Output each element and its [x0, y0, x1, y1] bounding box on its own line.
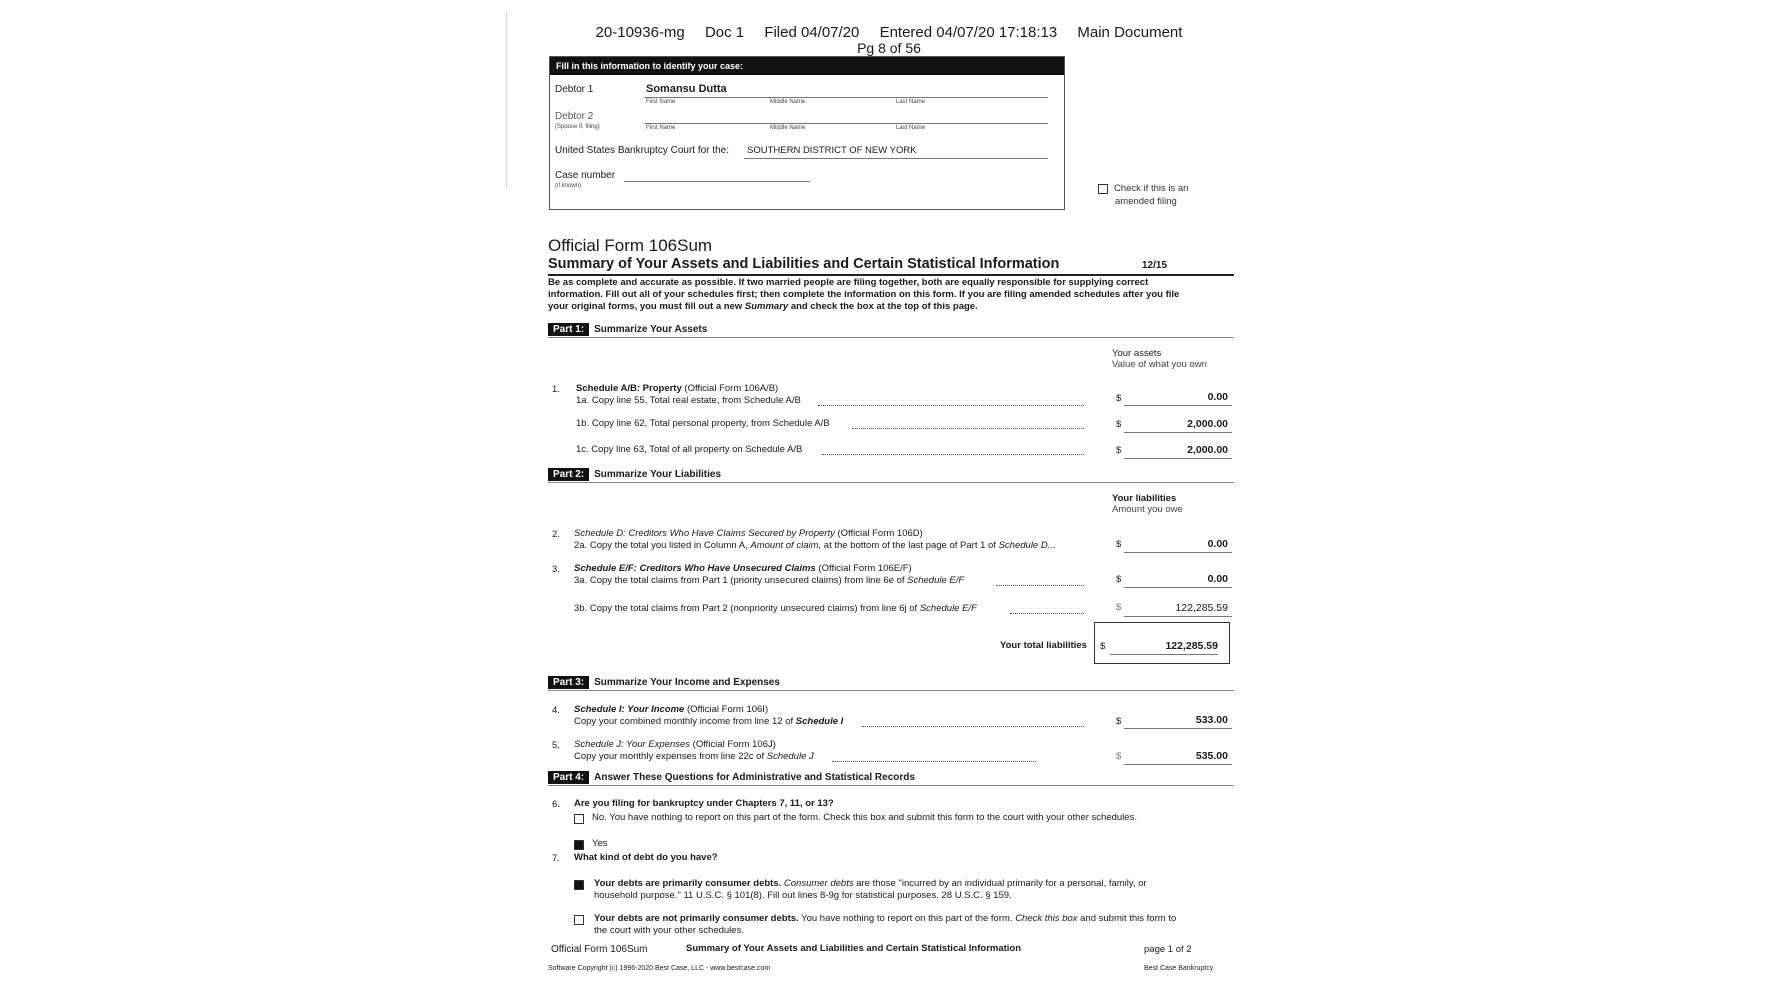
liabilities-column-header	[1112, 493, 1183, 515]
amount-5: 535.00	[1195, 750, 1228, 762]
part1-header	[548, 323, 1234, 338]
amount-1b: 2,000.00	[1187, 418, 1228, 430]
item1-heading	[576, 383, 778, 395]
amended-label-line2: amended filing	[1115, 196, 1177, 207]
part2-title: Summarize Your Liabilities	[594, 469, 722, 480]
amount-1c: 2,000.00	[1187, 444, 1228, 456]
id-box-title: Fill in this information to identify your case:	[550, 57, 1064, 75]
case-number-label: Case number	[555, 170, 616, 181]
dollar-2a: $	[1116, 539, 1122, 550]
item3-title: Schedule E/F: Creditors Who Have Unsecured Claims	[574, 563, 816, 574]
line-2a-part-c: at the bottom of the last page of Part 1 of	[821, 540, 999, 551]
part3-tag: Part 3:	[548, 676, 589, 689]
item3-number: 3.	[552, 564, 560, 575]
debtor2-label: Debtor 2	[555, 111, 594, 122]
item2-heading	[574, 528, 923, 540]
q7-opt2-text: You have nothing to report on this part of the form.	[798, 913, 1016, 924]
part1-title: Summarize Your Assets	[594, 324, 708, 335]
case-id: 20-10936-mg	[595, 24, 685, 41]
line-2a-part-a: 2a. Copy the total you listed in Column A,	[574, 540, 751, 551]
footer-title: Summary of Your Assets and Liabilities and Certain Statistical Information	[686, 943, 1022, 954]
court-filing-header	[0, 24, 1778, 41]
item4-line	[574, 716, 843, 728]
line-2a-part-d: Schedule D...	[998, 540, 1056, 551]
part2-header	[548, 468, 1234, 483]
dollar-3b: $	[1116, 602, 1122, 613]
form-subtitle: Summary of Your Assets and Liabilities and Certain Statistical Information	[548, 256, 1060, 272]
q7-opt1-line2: household purpose." 11 U.S.C. § 101(8). Fill out lines 8-9g for statistical purposes. 28 U.S.C. § 159.	[594, 890, 1012, 901]
instructions-line3a: your original forms, you must fill out a new	[548, 301, 745, 312]
line-2a-part-b: Amount of claim,	[750, 540, 822, 551]
part4-tag: Part 4:	[548, 771, 589, 784]
dollar-5: $	[1116, 751, 1122, 762]
amount-2a: 0.00	[1207, 538, 1228, 550]
item2-form: (Official Form 106D)	[834, 528, 923, 539]
debtor1-middle-name-caption: Middle Name	[770, 99, 806, 105]
amended-label-line1: Check if this is an	[1114, 183, 1189, 194]
q7-opt2-bold: Your debts are not primarily consumer debts.	[594, 913, 799, 924]
line-3b-part-b: Schedule E/F	[919, 603, 977, 614]
part4-header	[548, 771, 1234, 786]
q7-opt1-text: are those "incurred by an individual primarily for a personal, family, or	[853, 878, 1147, 889]
item2-number: 2.	[552, 529, 560, 540]
dollar-1c: $	[1116, 445, 1122, 456]
item3-heading	[574, 563, 912, 575]
line-1a-text: 1a. Copy line 55, Total real estate, from Schedule A/B	[576, 395, 801, 406]
debtor2-last-name-caption: Last Name	[896, 125, 926, 131]
q7-opt2-text2: and submit this form to	[1077, 913, 1177, 924]
part4-title: Answer These Questions for Administrative and Statistical Records	[594, 772, 915, 783]
doc-id: Doc 1	[704, 24, 745, 41]
item4-form: (Official Form 106I)	[684, 704, 769, 715]
q6-text: Are you filing for bankruptcy under Chapters 7, 11, or 13?	[574, 798, 834, 809]
q7-opt1-italic: Consumer debts	[781, 878, 854, 889]
dollar-4: $	[1116, 716, 1122, 727]
amended-checkbox[interactable]	[1098, 184, 1108, 194]
line-3a-text	[574, 575, 964, 587]
item4-number: 4.	[552, 705, 560, 716]
amount-1a: 0.00	[1207, 391, 1228, 403]
q6-no-text: No. You have nothing to report on this part of the form. Check this box and submit this form to the court with your other schedules.	[592, 812, 1137, 823]
debtor1-last-name-caption: Last Name	[896, 99, 926, 105]
page-count: Pg 8 of 56	[857, 40, 921, 56]
item2-title: Schedule D: Creditors Who Have Claims Secured by Property	[574, 528, 835, 539]
dollar-1a: $	[1116, 393, 1122, 404]
item5-form: (Official Form 106J)	[690, 739, 776, 750]
debtor2-sub: (Spouse if, filing)	[555, 124, 600, 130]
item5-number: 5.	[552, 740, 560, 751]
dollar-total: $	[1100, 641, 1106, 652]
part3-header	[548, 676, 1234, 691]
part2-tag: Part 2:	[548, 468, 589, 481]
q7-non-consumer-checkbox[interactable]	[574, 915, 584, 925]
q7-non-consumer-option[interactable]	[574, 913, 1176, 937]
item5-line-b: Schedule J	[766, 751, 814, 762]
filed-date: Filed 04/07/20	[764, 24, 860, 41]
item5-title: Schedule J: Your Expenses	[574, 739, 691, 750]
line-1c-text: 1c. Copy line 63, Total of all property on Schedule A/B	[576, 444, 803, 455]
court-value: SOUTHERN DISTRICT OF NEW YORK	[747, 145, 917, 156]
line-3b-text	[574, 603, 977, 615]
part1-tag: Part 1:	[548, 323, 589, 336]
instructions-line3c: and check the box at the top of this page.	[788, 301, 978, 312]
debtor1-name: Somansu Dutta	[646, 83, 727, 95]
liabilities-col-head-2: Amount you owe	[1112, 504, 1183, 515]
debtor1-label: Debtor 1	[555, 84, 594, 95]
assets-column-header	[1112, 348, 1207, 370]
item5-heading	[574, 739, 776, 751]
assets-col-head-2: Value of what you own	[1112, 359, 1207, 370]
q7-consumer-checkbox[interactable]	[574, 880, 584, 890]
q7-opt1-bold: Your debts are primarily consumer debts.	[594, 878, 782, 889]
q7-number: 7.	[552, 853, 560, 864]
court-label: United States Bankruptcy Court for the:	[555, 145, 729, 156]
footer-brand: Best Case Bankruptcy	[1144, 965, 1214, 972]
debtor1-first-name-caption: First Name	[646, 99, 676, 105]
line-1b-text: 1b. Copy line 62, Total personal property, from Schedule A/B	[576, 418, 830, 429]
q7-consumer-option[interactable]	[574, 878, 1147, 902]
title-rule	[548, 274, 1234, 276]
dollar-3a: $	[1116, 574, 1122, 585]
q6-yes-checkbox[interactable]	[574, 840, 584, 850]
amended-filing-option[interactable]	[1098, 182, 1188, 208]
item4-title: Schedule I: Your Income	[574, 704, 685, 715]
amount-3a: 0.00	[1207, 573, 1228, 585]
amount-3b: 122,285.59	[1175, 602, 1228, 614]
footer-form-name: Official Form 106Sum	[551, 944, 648, 955]
assets-col-head-1: Your assets	[1112, 348, 1162, 359]
footer-page: page 1 of 2	[1144, 944, 1192, 955]
debtor2-first-name-caption: First Name	[646, 125, 676, 131]
q7-opt2-line2: the court with your other schedules.	[594, 925, 744, 936]
instructions-line1: Be as complete and accurate as possible. If two married people are filing together, both are equally responsible for supplying correct	[548, 277, 1149, 288]
instructions-summary-word: Summary	[744, 301, 789, 312]
footer-copyright: Software Copyright (c) 1996-2020 Best Case, LLC - www.bestcase.com	[548, 965, 771, 972]
q6-number: 6.	[552, 799, 560, 810]
dollar-1b: $	[1116, 419, 1122, 430]
item5-line	[574, 751, 814, 763]
item3-form: (Official Form 106E/F)	[815, 563, 912, 574]
q6-yes-text: Yes	[592, 838, 608, 849]
case-identification-box	[549, 56, 1065, 210]
liabilities-col-head-1: Your liabilities	[1112, 493, 1177, 504]
item4-heading	[574, 704, 768, 716]
part3-title: Summarize Your Income and Expenses	[594, 677, 780, 688]
line-3a-part-a: 3a. Copy the total claims from Part 1 (priority unsecured claims) from line 6e of	[574, 575, 908, 586]
debtor2-middle-name-caption: Middle Name	[770, 125, 806, 131]
q6-no-checkbox[interactable]	[574, 814, 584, 824]
total-liabilities-amount: 122,285.59	[1165, 640, 1218, 652]
item1-number: 1.	[552, 384, 560, 395]
case-number-sub: (if known)	[555, 183, 582, 189]
form-version-date: 12/15	[1142, 260, 1168, 271]
q7-opt2-italic: Check this box	[1015, 913, 1078, 924]
instructions-line2: information. Fill out all of your schedules first; then complete the information on this form. If you are filing amended schedules after you file	[548, 289, 1180, 300]
line-3a-part-b: Schedule E/F	[907, 575, 965, 586]
q6-yes-option[interactable]	[574, 838, 608, 850]
total-liabilities-label: Your total liabilities	[1000, 640, 1087, 651]
item1-title: Schedule A/B: Property	[576, 383, 682, 394]
amount-4: 533.00	[1195, 714, 1228, 726]
item4-line-a: Copy your combined monthly income from line 12 of	[574, 716, 796, 727]
item5-line-a: Copy your monthly expenses from line 22c of	[574, 751, 767, 762]
item4-line-b: Schedule I	[795, 716, 844, 727]
main-document-label: Main Document	[1077, 24, 1183, 41]
form-title: Official Form 106Sum	[548, 236, 713, 255]
entered-date: Entered 04/07/20 17:18:13	[879, 24, 1058, 41]
instructions	[548, 277, 1234, 313]
item1-form: (Official Form 106A/B)	[681, 383, 779, 394]
q7-text: What kind of debt do you have?	[574, 852, 718, 863]
line-2a-text	[574, 540, 1056, 552]
q6-no-option[interactable]	[574, 812, 1137, 824]
line-3b-part-a: 3b. Copy the total claims from Part 2 (nonpriority unsecured claims) from line 6j of	[574, 603, 920, 614]
